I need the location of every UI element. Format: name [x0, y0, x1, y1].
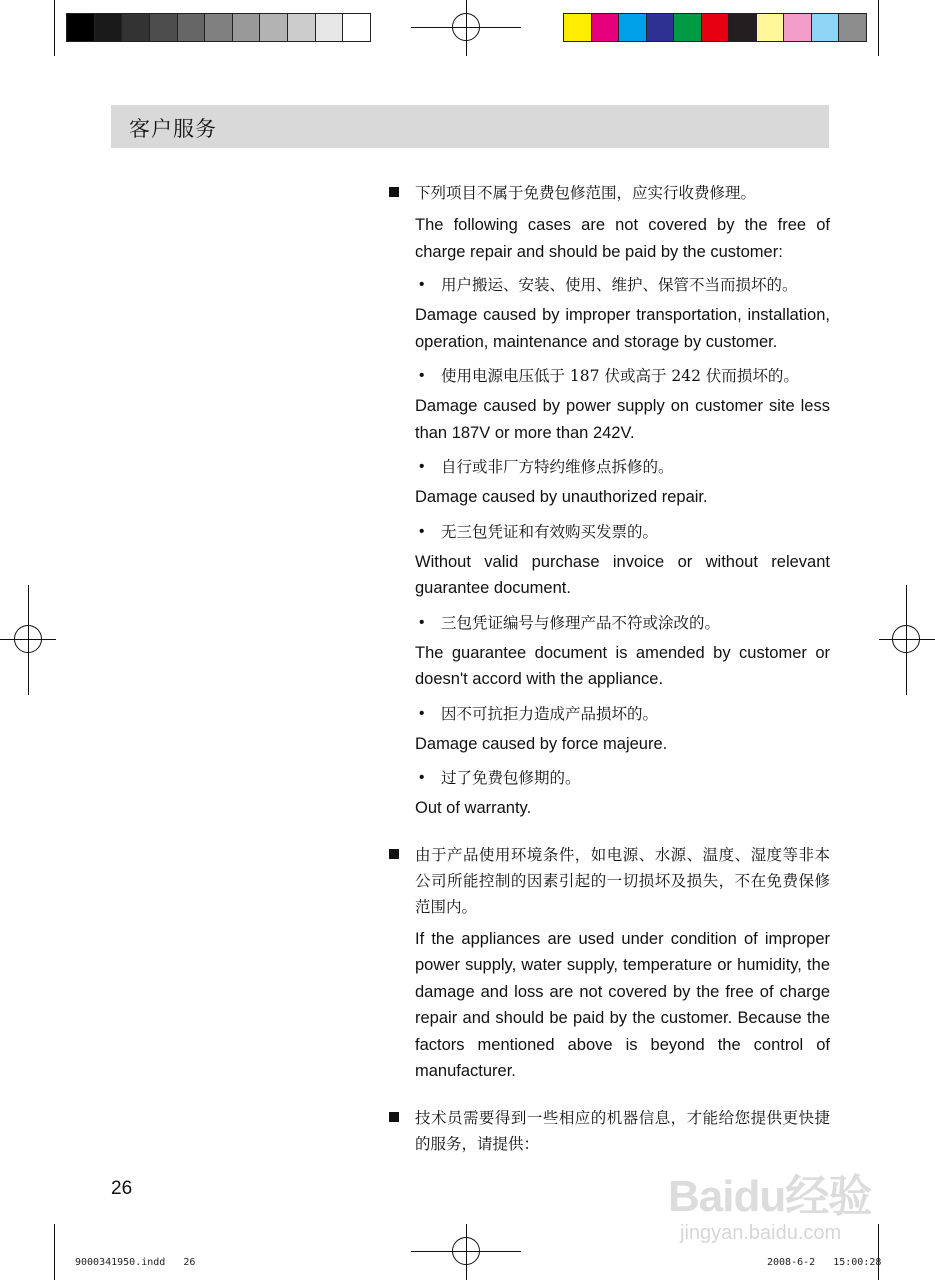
bullet-dot-icon: •	[419, 367, 425, 384]
gray-swatch	[233, 14, 261, 41]
main-content	[386, 180, 830, 1163]
baidu-watermark	[660, 1140, 890, 1270]
registration-mark-right	[892, 625, 920, 653]
color-bar	[563, 13, 867, 42]
square-bullet-icon	[389, 849, 399, 859]
section-not-covered	[386, 180, 830, 822]
bullet-dot-icon: •	[419, 458, 425, 475]
list-item-cn: • 使用电源电压低于 187 伏或高于 242 伏而损坏的。	[386, 363, 830, 389]
color-swatch	[812, 14, 840, 41]
section-heading-cn: 由于产品使用环境条件，如电源、水源、温度、湿度等非本公司所能控制的因素引起的一切损坏及损失，不在免费保修范围内。	[415, 845, 830, 916]
bullet-dot-icon: •	[419, 704, 425, 722]
gray-swatch	[67, 14, 95, 41]
list-item-en: Damage caused by force majeure.	[415, 734, 668, 753]
section-environment	[386, 842, 830, 1085]
section-header-band	[111, 105, 829, 148]
registration-mark-bottom	[452, 1237, 480, 1265]
gray-swatch	[343, 14, 370, 41]
color-swatch	[647, 14, 675, 41]
list-item-cn: • 因不可抗拒力造成产品损坏的。	[386, 701, 830, 727]
crop-mark-top-right-v	[878, 0, 879, 56]
bullet-dot-icon: •	[419, 276, 425, 293]
color-swatch	[674, 14, 702, 41]
gray-swatch	[178, 14, 206, 41]
date-slug: 2008-6-2 15:00:28	[767, 1257, 882, 1268]
list-item-en: Out of warranty.	[415, 799, 532, 817]
color-swatch	[619, 14, 647, 41]
gray-swatch	[205, 14, 233, 41]
color-swatch	[784, 14, 812, 41]
list-item-en: Damage caused by improper transportation, installation, operation, maintenance and storage by customer.	[415, 306, 830, 351]
color-swatch	[839, 14, 866, 41]
bullet-dot-icon: •	[419, 522, 425, 540]
section-heading-cn: 下列项目不属于免费包修范围，应实行收费修理。	[415, 184, 757, 202]
gray-swatch	[260, 14, 288, 41]
section-heading-en: The following cases are not covered by the free of charge repair and should be paid by the customer:	[415, 216, 830, 261]
list-item-en: Damage caused by power supply on customer site less than 187V or more than 242V.	[415, 397, 830, 442]
color-swatch	[729, 14, 757, 41]
gray-swatch	[122, 14, 150, 41]
list-item-en: The guarantee document is amended by customer or doesn't accord with the appliance.	[415, 643, 830, 688]
square-bullet-icon	[389, 187, 399, 197]
watermark-logo: Baidu经验	[668, 1172, 872, 1221]
page-number: 26	[111, 1178, 133, 1199]
watermark-url: jingyan.baidu.com	[680, 1222, 842, 1244]
page-title: 客户服务	[129, 117, 217, 141]
gray-swatch	[150, 14, 178, 41]
list-item-cn: • 三包凭证编号与修理产品不符或涂改的。	[386, 610, 830, 636]
file-slug: 9000341950.indd 26	[75, 1257, 196, 1268]
section-heading-en: If the appliances are used under condition of improper power supply, water supply, temperature or humidity, the damage and loss are not covered by the free of charge repair and should be paid by the customer. Because the factors mentioned above is beyond the control of manufacturer.	[415, 929, 830, 1080]
square-bullet-icon	[389, 1112, 399, 1122]
bullet-dot-icon: •	[419, 769, 425, 786]
color-swatch	[564, 14, 592, 41]
list-item-en: Damage caused by unauthorized repair.	[415, 488, 708, 506]
list-item-en: Without valid purchase invoice or without relevant guarantee document.	[415, 552, 830, 597]
color-swatch	[702, 14, 730, 41]
gray-swatch	[288, 14, 316, 41]
crop-mark-top-left-v	[54, 0, 55, 56]
registration-mark-left	[14, 625, 42, 653]
bullet-dot-icon: •	[419, 613, 425, 631]
section-heading-cn: 技术员需要得到一些相应的机器信息，才能给您提供更快捷的服务，请提供：	[415, 1108, 830, 1153]
color-swatch	[757, 14, 785, 41]
color-swatch	[592, 14, 620, 41]
gray-swatch	[95, 14, 123, 41]
list-item-cn: • 用户搬运、安装、使用、维护、保管不当而损坏的。	[386, 272, 830, 298]
registration-mark-top	[452, 13, 480, 41]
list-item-cn: • 过了免费包修期的。	[386, 765, 830, 791]
list-item-cn: • 无三包凭证和有效购买发票的。	[386, 519, 830, 545]
crop-mark-bottom-left-v	[54, 1224, 55, 1280]
gray-swatch	[316, 14, 344, 41]
list-item-cn: • 自行或非厂方特约维修点拆修的。	[386, 454, 830, 480]
grayscale-bar	[66, 13, 371, 42]
